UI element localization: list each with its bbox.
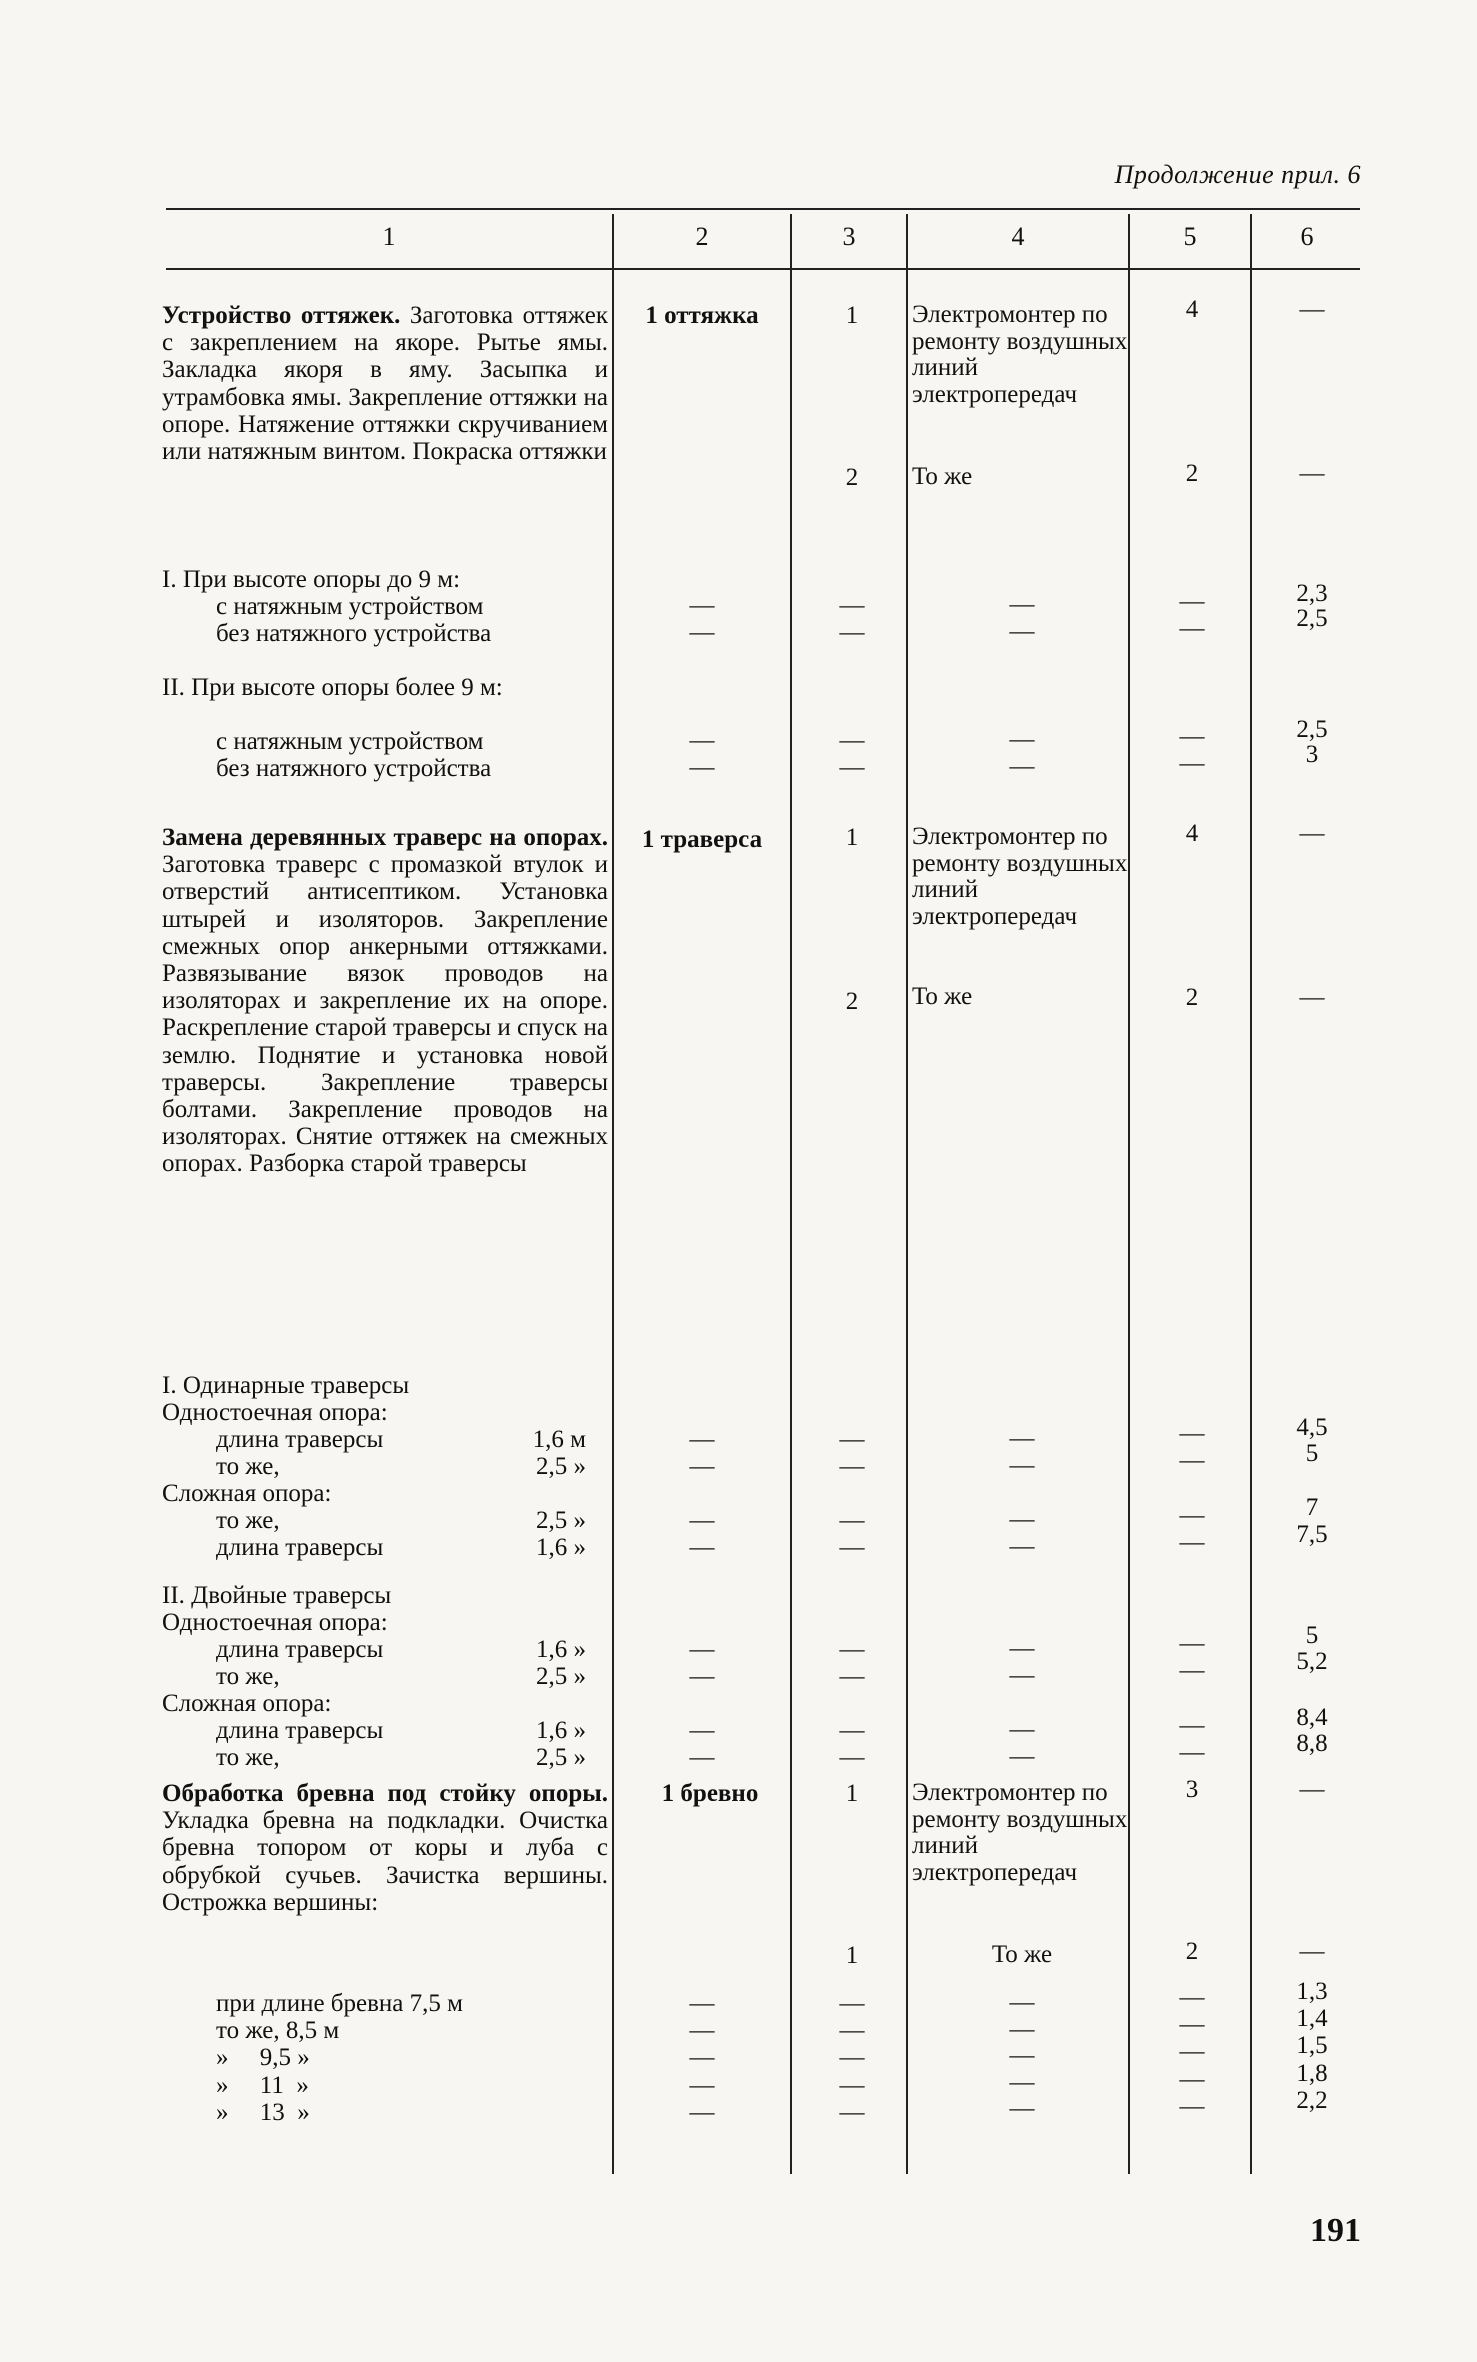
guy-same: То же	[912, 463, 973, 490]
log-dashes-col3: — — — — —	[839, 1990, 865, 2126]
crossarm-value-8: 8,8	[1296, 1730, 1328, 1757]
log-dashes-col4: — — — — —	[1009, 1989, 1035, 2123]
crossarm-single: I. Одинарные траверсы	[162, 1372, 410, 1399]
guy-dashes-col2: — —	[689, 592, 715, 647]
log-dashes-col5: — — — — —	[1179, 1984, 1205, 2120]
crossarm-count1: 1	[845, 824, 859, 851]
crossarm-complex2: Сложная опора:	[162, 1690, 332, 1717]
table-top-rule	[166, 208, 1360, 210]
crossarm-dashes-c-col2: — —	[689, 1636, 715, 1691]
page-number: 191	[1310, 2212, 1361, 2249]
crossarm-count2: 2	[845, 988, 859, 1015]
page-header: Продолжение прил. 6	[1114, 160, 1361, 189]
log-unit: 1 бревно	[661, 1780, 759, 1807]
guy-dashes-col4: — —	[1009, 591, 1035, 645]
log-worker: Электромонтер по ремонту воздушных линий электропередач	[912, 1779, 1128, 1886]
guy-value-1a: 2,3	[1296, 580, 1328, 607]
crossarm-dashes-b-col4: — —	[1009, 1506, 1035, 1560]
table-header-rule	[166, 268, 1360, 270]
crossarm-value-2: 5	[1305, 1440, 1319, 1467]
crossarm-worker: Электромонтер по ремонту воздушных линий электропередач	[912, 823, 1128, 930]
guy-unit: 1 оттяжка	[645, 302, 759, 329]
guy-v-dash2: —	[1299, 460, 1325, 487]
crossarm-desc: Заготовка траверс с промазкой втулок и отверстий антисептиком. Установка штырей и изоляторов. Закрепление смежных опор анкерными оттяжками. Развязывание вязок проводов на изоляторах и закрепление их на опоре. Раскрепление старой траверсы и спуск на землю. Поднятие и установка новой траверсы. Закрепление траверсы болтами. Закрепление проводов на изоляторах. Снятие оттяжек на смежных опорах. Разборка старой траверсы	[162, 851, 608, 1178]
guy-value-1b: 2,5	[1296, 605, 1328, 632]
crossarm-dashes-c-col4: — —	[1009, 1635, 1035, 1689]
crossarm-dashes-d-col4: — —	[1009, 1716, 1035, 1770]
column-header-6: 6	[1300, 222, 1314, 251]
log-v-dash2: —	[1299, 1938, 1325, 1965]
log-count2: 1	[845, 1942, 859, 1969]
crossarm-dashes-b-col5: — —	[1179, 1502, 1205, 1557]
crossarm-grade2: 2	[1185, 984, 1199, 1011]
column-header-1: 1	[382, 222, 396, 251]
crossarm-dline-4: то же, 2,5 »	[216, 1744, 586, 1771]
log-title: Обработка бревна под стойку опоры.	[162, 1780, 608, 1807]
log-value-5: 2,2	[1296, 2086, 1328, 2114]
crossarm-dashes-d-col3: — —	[839, 1717, 865, 1772]
crossarm-value-7: 8,4	[1296, 1704, 1328, 1731]
crossarm-dashes-c-col5: — —	[1179, 1630, 1205, 1685]
log-grade2: 2	[1185, 1938, 1199, 1965]
guy-dashes2-col2: — —	[689, 727, 715, 782]
log-length-1: при длине бревна 7,5 м	[216, 1990, 463, 2017]
column-divider	[612, 214, 614, 2174]
column-divider	[906, 214, 908, 2174]
column-divider	[1250, 214, 1252, 2174]
guy-sub2b: без натяжного устройства	[216, 755, 492, 782]
crossarm-unit: 1 траверса	[641, 826, 763, 853]
crossarm-line-4: длина траверсы 1,6 »	[216, 1534, 586, 1561]
log-value-1: 1,3	[1296, 1978, 1328, 2005]
guy-value-2b: 3	[1305, 741, 1319, 768]
log-values	[1262, 1978, 1362, 2114]
guy-title: Устройство оттяжек.	[162, 302, 401, 329]
crossarm-dashes-b-col3: — —	[839, 1507, 865, 1562]
crossarm-value-4: 7,5	[1296, 1521, 1328, 1548]
guy-sub2: II. При высоте опоры более 9 м:	[162, 674, 503, 701]
log-length-3: » 9,5 »	[216, 2044, 310, 2072]
log-length-2: то же, 8,5 м	[216, 2017, 340, 2045]
guy-dashes-col3: — —	[839, 592, 865, 647]
crossarm-dline-3: длина траверсы 1,6 »	[216, 1717, 586, 1744]
crossarm-dashes-a-col2: — —	[689, 1426, 715, 1481]
log-desc: Укладка бревна на подкладки. Очистка бревна топором от коры и луба с обрубкой сучьев. Зачистка вершины. Острожка вершины:	[162, 1807, 608, 1916]
guy-sub1a: с натяжным устройством	[216, 593, 484, 620]
crossarm-line-2: то же, 2,5 »	[216, 1453, 586, 1480]
log-dashes-col2: — — — — —	[689, 1990, 715, 2126]
log-same: То же	[991, 1941, 1053, 1968]
guy-description	[162, 302, 608, 465]
log-value-3: 1,5	[1296, 2032, 1328, 2060]
crossarm-title: Замена деревянных траверс на опорах.	[162, 824, 608, 851]
log-grade1: 3	[1185, 1776, 1199, 1803]
guy-dashes-col5: — —	[1179, 588, 1205, 643]
guy-dashes2-col3: — —	[839, 727, 865, 782]
log-value-2: 1,4	[1296, 2005, 1328, 2033]
guy-dashes2-col4: — —	[1009, 726, 1035, 780]
log-length-5: » 13 »	[216, 2098, 310, 2126]
crossarm-line-3: то же, 2,5 »	[216, 1507, 586, 1534]
crossarm-complex: Сложная опора:	[162, 1480, 332, 1507]
crossarm-line-1: длина траверсы 1,6 м	[216, 1426, 586, 1453]
guy-sub1: I. При высоте опоры до 9 м:	[162, 566, 461, 593]
column-divider	[790, 214, 792, 2174]
log-v-dash1: —	[1299, 1776, 1325, 1803]
guy-v-dash1: —	[1299, 296, 1325, 323]
guy-count1: 1	[845, 302, 859, 329]
crossarm-dline-1: длина траверсы 1,6 »	[216, 1636, 586, 1663]
crossarm-v-dash2: —	[1299, 984, 1325, 1011]
crossarm-dashes-a-col3: — —	[839, 1426, 865, 1481]
column-header-2: 2	[695, 222, 709, 251]
guy-value-2a: 2,5	[1296, 716, 1328, 743]
crossarm-dashes-b-col2: — —	[689, 1507, 715, 1562]
guy-desc: Заготовка оттяжек с закреплением на якоре. Рытье ямы. Закладка якоря в яму. Засыпка и утрамбовка ямы. Закрепление оттяжки на опоре. Натяжение оттяжки скручиванием или натяжным винтом. Покраска оттяжки	[162, 302, 608, 466]
crossarm-dashes-d-col5: — —	[1179, 1712, 1205, 1767]
crossarm-v-dash1: —	[1299, 820, 1325, 847]
crossarm-double-simple: Одностоечная опора:	[162, 1609, 388, 1636]
guy-dashes2-col5: — —	[1179, 723, 1205, 778]
crossarm-value-5: 5	[1305, 1622, 1319, 1649]
crossarm-grade1: 4	[1185, 820, 1199, 847]
guy-grade1: 4	[1185, 296, 1199, 323]
guy-grade2: 2	[1185, 460, 1199, 487]
log-description	[162, 1780, 608, 1916]
column-header-4: 4	[1011, 222, 1025, 251]
column-header-3: 3	[842, 222, 856, 251]
crossarm-dashes-a-col4: — —	[1009, 1425, 1035, 1479]
crossarm-single-simple: Одностоечная опора:	[162, 1399, 388, 1426]
guy-count2: 2	[845, 464, 859, 491]
crossarm-value-3: 7	[1305, 1494, 1319, 1521]
crossarm-description	[162, 824, 608, 1178]
crossarm-value-6: 5,2	[1296, 1648, 1328, 1675]
crossarm-dashes-a-col5: — —	[1179, 1420, 1205, 1475]
log-count1: 1	[845, 1780, 859, 1807]
log-length-4: » 11 »	[216, 2071, 309, 2099]
crossarm-double: II. Двойные траверсы	[162, 1582, 392, 1609]
log-lengths	[216, 1990, 596, 2126]
crossarm-dashes-c-col3: — —	[839, 1636, 865, 1691]
log-value-4: 1,8	[1296, 2059, 1328, 2087]
crossarm-same: То же	[912, 983, 973, 1010]
crossarm-dline-2: то же, 2,5 »	[216, 1663, 586, 1690]
guy-sub2a: с натяжным устройством	[216, 728, 484, 755]
crossarm-value-1: 4,5	[1296, 1414, 1328, 1441]
guy-sub1b: без натяжного устройства	[216, 620, 492, 647]
guy-worker: Электромонтер по ремонту воздушных линий электропередач	[912, 301, 1128, 408]
crossarm-dashes-d-col2: — —	[689, 1717, 715, 1772]
column-header-5: 5	[1183, 222, 1197, 251]
